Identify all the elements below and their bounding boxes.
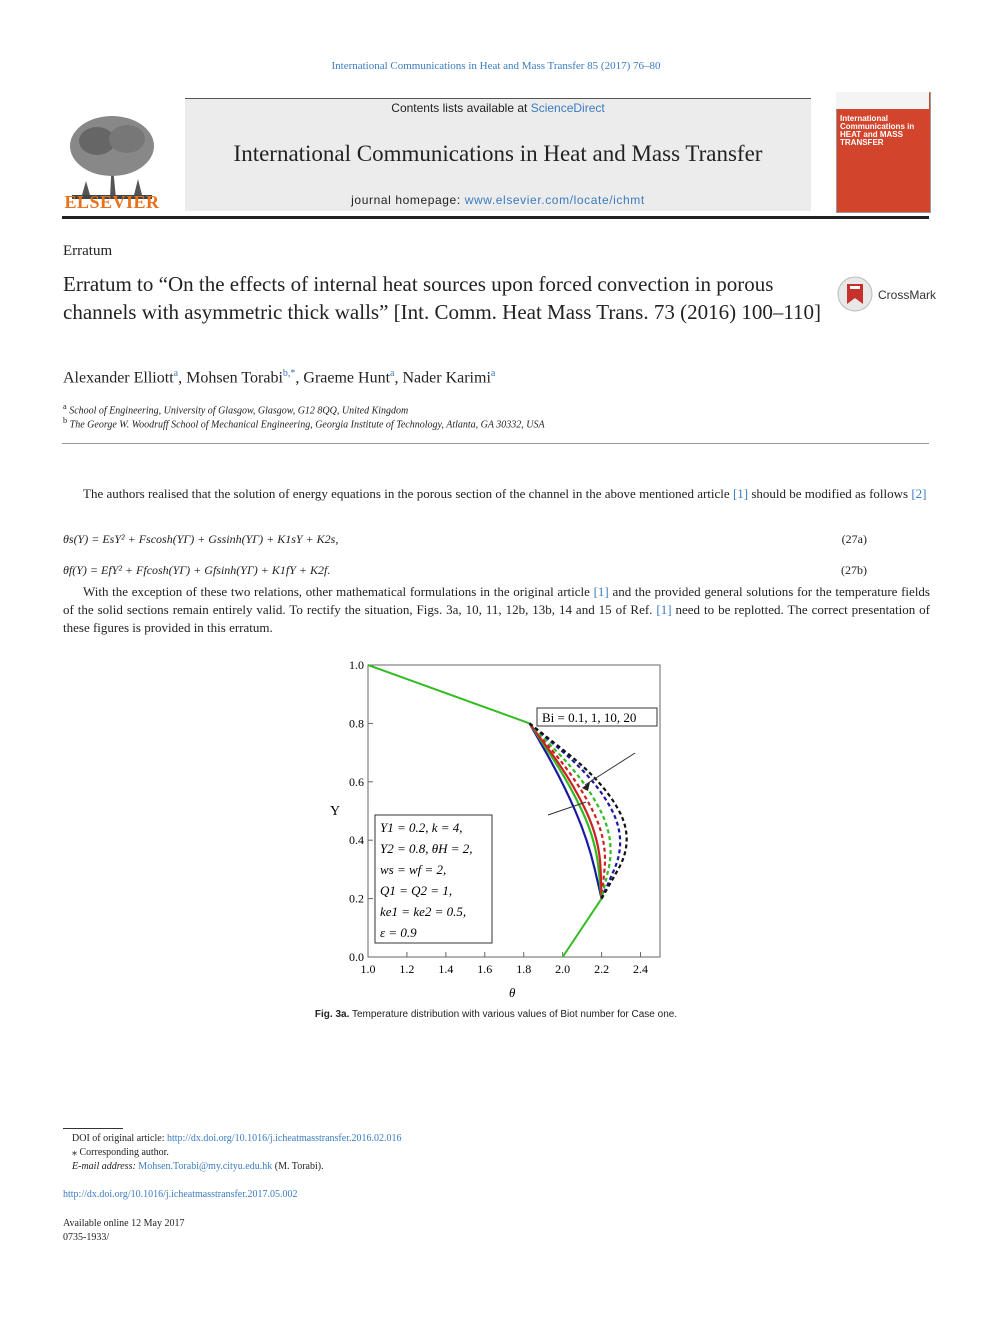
author-name[interactable]: Graeme Hunt	[303, 369, 391, 387]
paragraph-2: With the exception of these two relations, other mathematical formulations in the original article [1] and the provided general solutions for the temperature fields of the solid sections remain entirely valid. To rectify the situation, Figs. 3a, 10, 11, 12b, 13b, 14 and 15 of Ref. [1] need to be replotted. The correct presentation of these figures is provided in this erratum.	[63, 584, 931, 635]
journal-title: International Communications in Heat and Mass Transfer	[233, 141, 763, 166]
paragraph-1: The authors realised that the solution of energy equations in the porous section of the channel in the above mentioned article [1] should be modified as follows [2]	[83, 486, 927, 501]
equation-number: (27a)	[841, 532, 867, 546]
author-list: Alexander Elliott$^a$, Mohsen Torabi$^{b,*}$, Graeme Hunt$^a$, Nader Karimi$^a$	[63, 368, 496, 387]
y-tick-label: 0.4	[349, 833, 364, 848]
x-tick-label: 1.0	[360, 962, 376, 976]
meta-divider	[62, 443, 929, 444]
article-title: Erratum to “On the effects of internal heat sources upon forced convection in porous channels with asymmetric thick walls” [Int. Comm. Heat Mass Trans. 73 (2016) 100–110]	[63, 272, 822, 324]
ref-link[interactable]: [1]	[656, 602, 672, 617]
equation-27b: θf(Y) = EfY² + Ffcosh(YΓ) + Gfsinh(YΓ) + K1fY + K2f. (27b)	[63, 563, 867, 577]
crossmark-label[interactable]: CrossMark	[878, 288, 937, 302]
issn: 0735-1933/	[63, 1232, 110, 1243]
ref-link[interactable]: [1]	[593, 584, 609, 599]
article-type: Erratum	[63, 243, 113, 259]
author-sup[interactable]: b,*	[282, 368, 296, 379]
param-line: ws = wf = 2,	[380, 862, 447, 877]
crossmark-icon[interactable]	[837, 276, 873, 312]
bi-annotation: Bi = 0.1, 1, 10, 20	[542, 710, 637, 725]
header-rule	[62, 216, 929, 219]
contents-line	[185, 101, 811, 115]
article-doi-link[interactable]: http://dx.doi.org/10.1016/j.icheatmasstransfer.2017.05.002	[63, 1189, 298, 1200]
journal-cover-top	[836, 92, 929, 109]
x-tick-label: 1.2	[399, 962, 415, 976]
original-doi-link[interactable]: http://dx.doi.org/10.1016/j.icheatmasstransfer.2016.02.016	[166, 1133, 402, 1144]
footnote-email: E-mail address: Mohsen.Torabi@my.cityu.edu.hk (M. Torabi).	[72, 1161, 324, 1172]
author-name[interactable]: Nader Karimi	[402, 369, 491, 387]
author-name[interactable]: Alexander Elliott	[63, 369, 174, 387]
affiliation-b: $^b$ The George W. Woodruff School of Mechanical Engineering, Georgia Institute of Technology, Atlanta, GA 30332, USA	[63, 416, 545, 431]
journal-cover[interactable]	[836, 92, 931, 213]
footnote-rule	[63, 1128, 123, 1129]
author-sup[interactable]: a	[390, 368, 395, 379]
x-tick-label: 2.0	[555, 962, 571, 976]
x-tick-label: 2.4	[633, 962, 649, 976]
equation-27a: θs(Y) = EsY² + Fscosh(YΓ) + Gssinh(YΓ) + K1sY + K2s, (27a)	[63, 532, 867, 546]
y-axis-label: Y	[330, 804, 341, 819]
equation-number: (27b)	[841, 563, 867, 577]
y-tick-label: 0.2	[349, 891, 364, 906]
footnote-corresponding: ⁎ Corresponding author.	[72, 1147, 169, 1158]
param-line: ε = 0.9	[380, 925, 417, 940]
param-line: Q1 = Q2 = 1,	[380, 883, 453, 898]
journal-cover-title: International Communications in HEAT and MASS TRANSFER	[840, 114, 915, 147]
homepage-prefix: journal homepage:	[351, 193, 465, 207]
y-tick-label: 1.0	[349, 658, 364, 672]
ref-link[interactable]: [1]	[732, 486, 749, 501]
x-tick-label: 1.6	[477, 962, 493, 976]
x-tick-label: 2.2	[594, 962, 610, 976]
affiliation-a: $^a$ School of Engineering, University of Glasgow, Glasgow, G12 8QQ, United Kingdom	[63, 402, 409, 417]
footnote-doi: DOI of original article: http://dx.doi.org/10.1016/j.icheatmasstransfer.2016.02.016	[72, 1133, 402, 1144]
caption-label: Fig. 3a.	[314, 1009, 350, 1020]
param-line: Y2 = 0.8, θH = 2,	[380, 841, 473, 856]
figure-caption	[0, 1009, 992, 1020]
ref-link[interactable]: [2]	[911, 486, 927, 501]
param-line: ke1 = ke2 = 0.5,	[380, 904, 467, 919]
author-name[interactable]: Mohsen Torabi	[186, 369, 283, 387]
journal-homepage	[185, 193, 811, 207]
x-tick-label: 1.4	[438, 962, 454, 976]
x-tick-label: 1.8	[516, 962, 532, 976]
y-tick-label: 0.6	[349, 774, 364, 789]
contents-prefix: Contents lists available at	[391, 101, 531, 115]
elsevier-wordmark: ELSEVIER	[64, 192, 160, 212]
y-tick-label: 0.8	[349, 716, 364, 731]
sciencedirect-link[interactable]: ScienceDirect	[530, 101, 605, 115]
available-online: Available online 12 May 2017	[63, 1218, 185, 1229]
figure-3a-chart	[320, 655, 680, 1005]
x-axis-label: θ	[509, 985, 516, 1000]
param-line: Y1 = 0.2, k = 4,	[380, 820, 463, 835]
homepage-link[interactable]: www.elsevier.com/locate/ichmt	[464, 193, 645, 207]
email-link[interactable]: Mohsen.Torabi@my.cityu.edu.hk	[138, 1161, 273, 1172]
author-sup[interactable]: a	[173, 368, 179, 379]
author-sup[interactable]: a	[490, 368, 496, 379]
y-tick-label: 0.0	[349, 950, 364, 964]
running-header[interactable]: International Communications in Heat and Mass Transfer 85 (2017) 76–80	[331, 60, 661, 72]
caption-text: Temperature distribution with various values of Biot number for Case one.	[349, 1009, 678, 1020]
